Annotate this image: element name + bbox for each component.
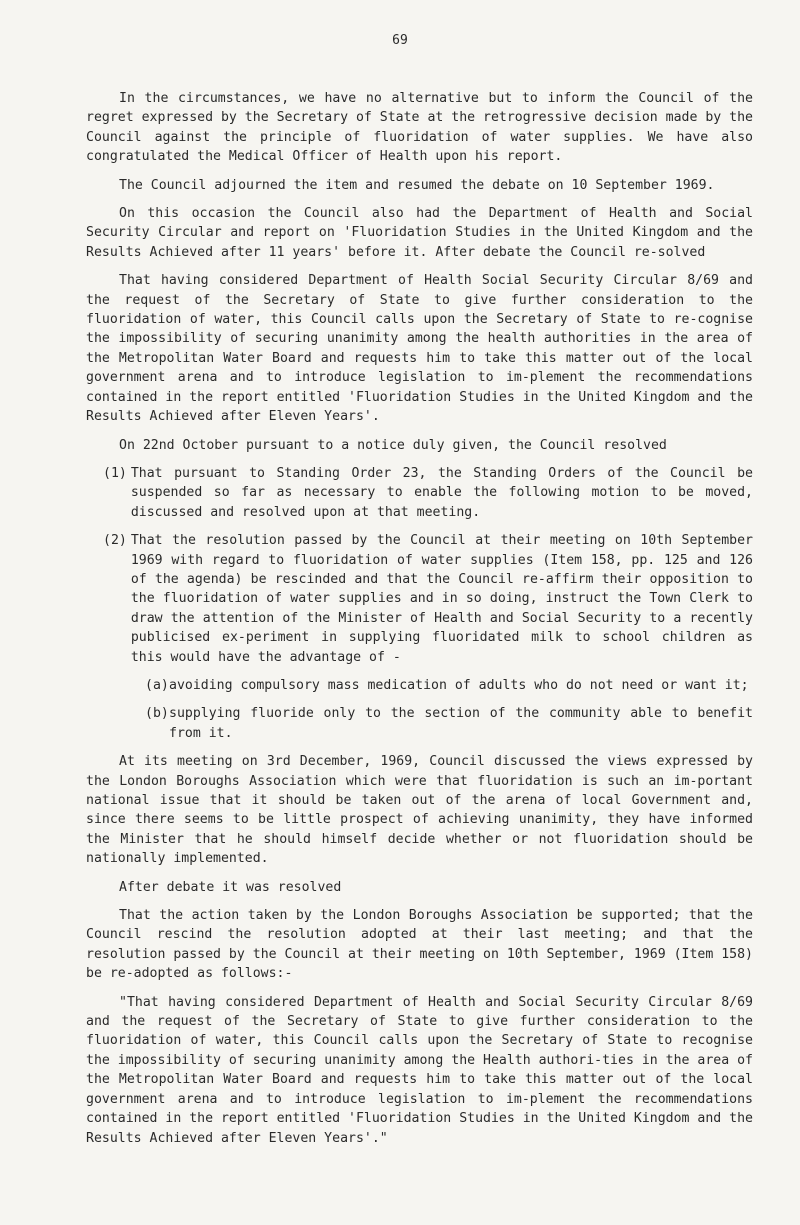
paragraph-quoted-resolution: "That having considered Department of Health and Social Security Circular 8/69 and the request of the Secretary of State to give further consideration to the fluoridation of water, this Council calls upon the Secretary of State to recognise the impossibility of securing unanimity among the Health authori-ties in the area of the Metropolitan Water Board and requests him to take this matter out of the local government arena and to introduce legislation to im-plement the recommendations contained in the report entitled 'Fluoridation Studies in the United Kingdom and the Results Achieved after Eleven Years'." [86,994,753,1146]
list-item [86,464,753,522]
page-number: 69 [392,33,408,48]
paragraph-22nd-october: On 22nd October pursuant to a notice duly given, the Council resolved [119,437,667,453]
subitem-b-text: supplying fluoride only to the section of the community able to benefit from it. [169,706,753,741]
item-1-text: That pursuant to Standing Order 23, the Standing Orders of the Council be suspended so far as necessary to enable the following motion to be moved, discussed and resolved upon at that meeting. [130,465,753,520]
list-item [86,676,753,695]
subitem-b-label: (b) [145,706,169,722]
paragraph-3rd-december: At its meeting on 3rd December, 1969, Council discussed the views expressed by the London Boroughs Association which were that fluoridation is such an im-portant national issue that it should be taken out of the arena of local Government and, since there seems to be little prospect of achieving unanimity, they have informed the Minister that he should himself decide whether or not fluoridation should be nationally implemented. [86,754,753,867]
document-body [86,89,753,1157]
list-item [86,531,753,667]
paragraph-circumstances: In the circumstances, we have no alternative but to inform the Council of the regret expressed by the Secretary of State at the retrogressive decision made by the Council against the principle of fluoridation of water supplies. We have also congratulated the Medical Officer of Health upon his report. [86,91,753,165]
item-2-text: That the resolution passed by the Council at their meeting on 10th September 1969 with regard to fluoridation of water supplies (Item 158, pp. 125 and 126 of the agenda) be rescinded and that the Council re-affirm their opposition to the fluoridation of water supplies and in so doing, instruct the Town Clerk to draw the attention of the Minister of Health and Social Security to a recently publicised ex-periment in supplying fluoridated milk to school children as this would have the advantage of - [130,533,753,665]
item-1-label: (1) [103,465,127,481]
paragraph-action-taken: That the action taken by the London Boroughs Association be supported; that the Council rescind the resolution adopted at their last meeting; and that the resolution passed by the Council at their meeting on 10th September, 1969 (Item 158) be re-adopted as follows:- [86,908,753,982]
item-2-label: (2) [103,533,127,549]
list-item [86,704,753,743]
subitem-a-label: (a) [145,677,169,693]
paragraph-adjourned: The Council adjourned the item and resumed the debate on 10 September 1969. [119,177,715,193]
paragraph-resolution-1: That having considered Department of Health Social Security Circular 8/69 and the request of the Secretary of State to give further consideration to the fluoridation of water, this Council calls upon the Secretary of State to re-cognise the impossibility of securing unanimity among the health authorities in the area of the Metropolitan Water Board and requests him to take this matter out of the local government arena and to introduce legislation to im-plement the recommendations contained in the report entitled 'Fluoridation Studies in the United Kingdom and the Results Achieved after Eleven Years'. [86,273,753,425]
paragraph-after-debate: After debate it was resolved [119,879,342,895]
subitem-a-text: avoiding compulsory mass medication of adults who do not need or want it; [169,677,749,693]
paragraph-occasion: On this occasion the Council also had the Department of Health and Social Security Circular and report on 'Fluoridation Studies in the United Kingdom and the Results Achieved after 11 years' before it. After debate the Council re-solved [86,206,753,260]
